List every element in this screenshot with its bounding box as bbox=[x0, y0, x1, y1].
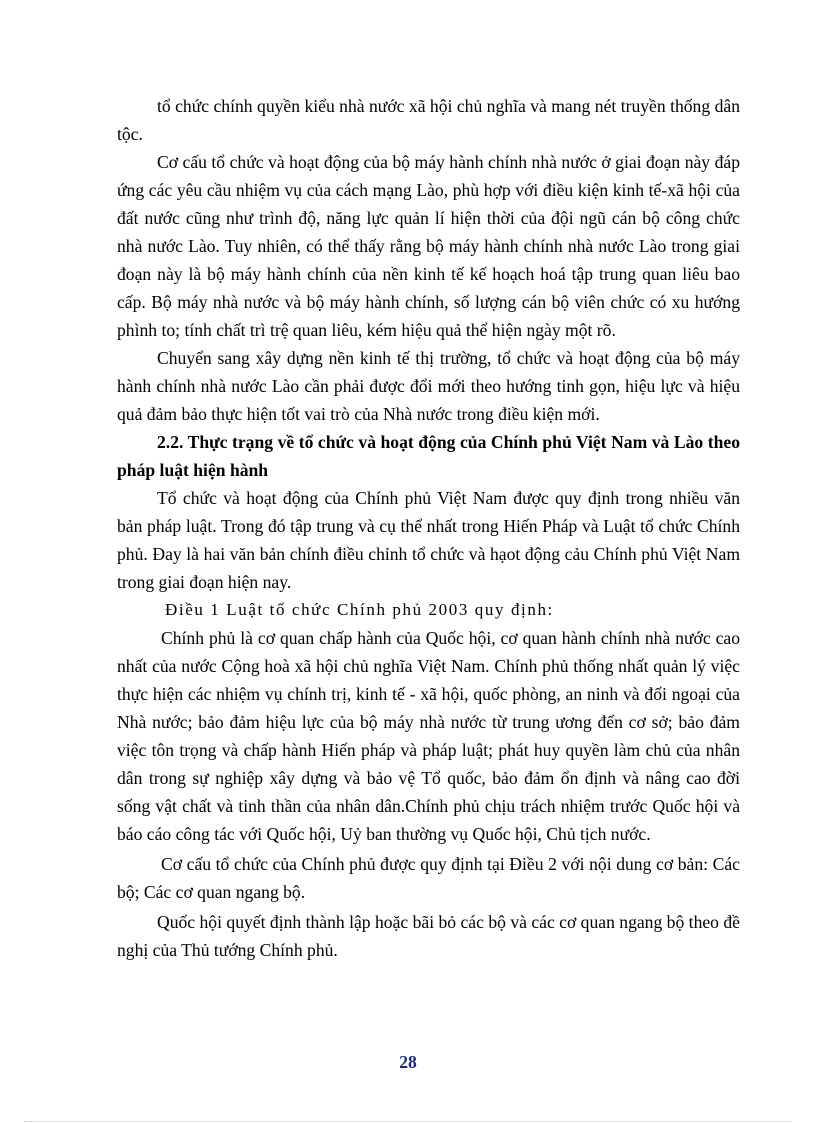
page-body bbox=[117, 92, 740, 964]
section-heading: 2.2. Thực trạng về tổ chức và hoạt động của Chính phủ Việt Nam và Lào theo pháp luật hiện hành bbox=[117, 432, 740, 480]
paragraph-national-assembly: Quốc hội quyết định thành lập hoặc bãi bỏ các bộ và các cơ quan ngang bộ theo đề nghị của Thủ tướng Chính phủ. bbox=[117, 912, 740, 960]
paragraph-market-economy: Chuyển sang xây dựng nền kinh tế thị trường, tổ chức và hoạt động của bộ máy hành chính nhà nước Lào cần phải được đổi mới theo hướng tinh gọn, hiệu lực và hiệu quả đảm bảo thực hiện tốt vai trò của Nhà nước trong điều kiện mới. bbox=[117, 348, 740, 424]
paragraph-continuation: tổ chức chính quyền kiểu nhà nước xã hội chủ nghĩa và mang nét truyền thống dân tộc. bbox=[117, 96, 740, 144]
paragraph-article-1: Chính phủ là cơ quan chấp hành của Quốc hội, cơ quan hành chính nhà nước cao nhất của nước Cộng hoà xã hội chủ nghĩa Việt Nam. Chính phủ thống nhất quản lý việc thực hiện các nhiệm vụ chính trị, kinh tế - xã hội, quốc phòng, an ninh và đối ngoại của Nhà nước; bảo đảm hiệu lực của bộ máy nhà nước từ trung ương đến cơ sở; bảo đảm việc tôn trọng và chấp hành Hiến pháp và pháp luật; phát huy quyền làm chủ của nhân dân trong sự nghiệp xây dựng và bảo vệ Tổ quốc, bảo đảm ổn định và nâng cao đời sống vật chất và tinh thần của nhân dân.Chính phủ chịu trách nhiệm trước Quốc hội và báo cáo công tác với Quốc hội, Uỷ ban thường vụ Quốc hội, Chủ tịch nước. bbox=[117, 628, 740, 844]
paragraph-government-regulation: Tổ chức và hoạt động của Chính phủ Việt Nam được quy định trong nhiều văn bản pháp luật. Trong đó tập trung và cụ thể nhất trong Hiến Pháp và Luật tổ chức Chính phủ. Đay là hai văn bản chính điều chỉnh tổ chức và hạot động cảu Chính phủ Việt Nam trong giai đoạn hiện nay. bbox=[117, 488, 740, 592]
page-number: 28 bbox=[399, 1052, 417, 1072]
paragraph-structure: Cơ cấu tổ chức và hoạt động của bộ máy hành chính nhà nước ở giai đoạn này đáp ứng các yêu cầu nhiệm vụ của cách mạng Lào, phù hợp với điều kiện kinh tế-xã hội của đất nước cũng như trình độ, năng lực quản lí hiện thời của đội ngũ cán bộ công chức nhà nước Lào. Tuy nhiên, có thể thấy rằng bộ máy hành chính nhà nước Lào trong giai đoạn này là bộ máy hành chính của nền kinh tế kế hoạch hoá tập trung quan liêu bao cấp. Bộ máy nhà nước và bộ máy hành chính, số lượng cán bộ viên chức có xu hướng phình to; tính chất trì trệ quan liêu, kém hiệu quả thể hiện ngày một rõ. bbox=[117, 152, 740, 340]
footer-divider bbox=[24, 1121, 792, 1122]
paragraph-article-2: Cơ cấu tổ chức của Chính phủ được quy định tại Điều 2 với nội dung cơ bản: Các bộ; Các cơ quan ngang bộ. bbox=[117, 854, 740, 902]
article-intro: Điều 1 Luật tổ chức Chính phủ 2003 quy định: bbox=[165, 600, 554, 619]
